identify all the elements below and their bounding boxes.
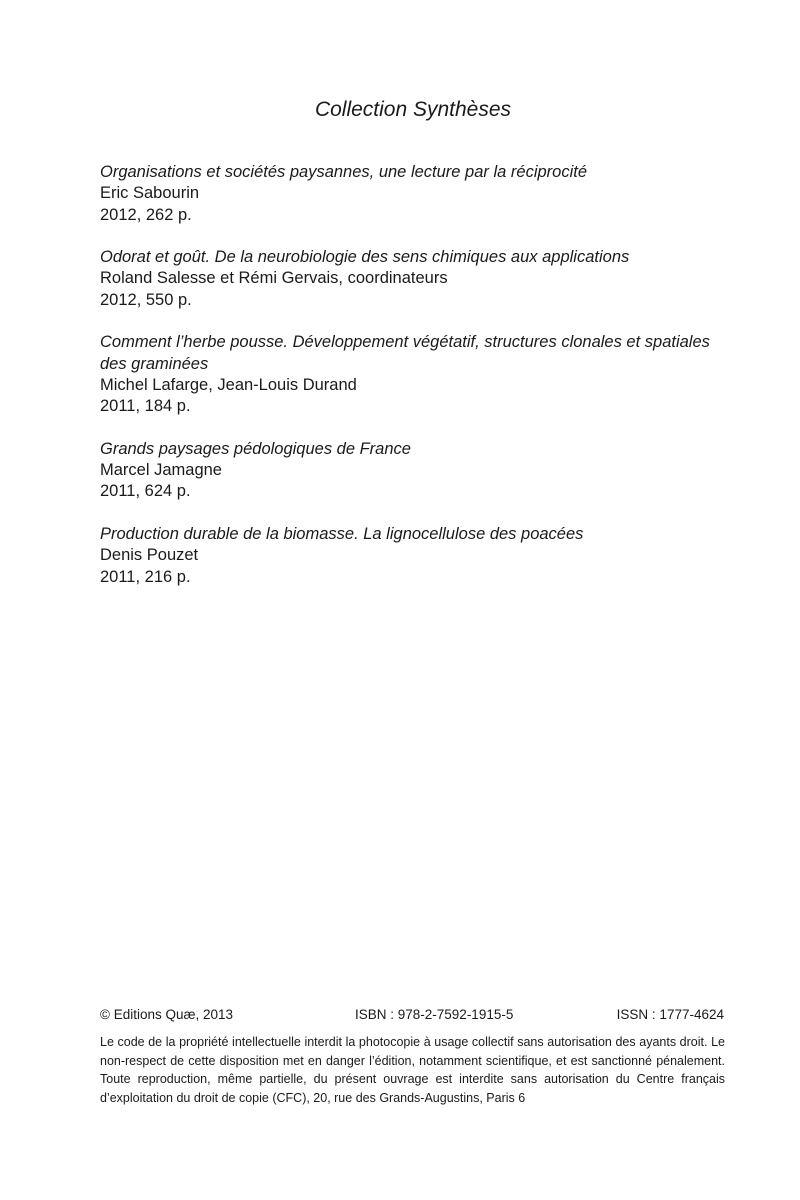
book-title: Comment l’herbe pousse. Développement végétatif, structures clonales et spatiales des graminées (100, 333, 710, 373)
publication-info (100, 1005, 724, 1025)
book-title: Odorat et goût. De la neurobiologie des sens chimiques aux applications (100, 248, 630, 267)
book-authors: Roland Salesse et Rémi Gervais, coordinateurs (100, 269, 448, 288)
book-entry (100, 524, 728, 588)
book-entry (100, 332, 728, 417)
book-year-pages: 2011, 184 p. (100, 397, 191, 416)
book-entry (100, 162, 728, 226)
book-authors: Eric Sabourin (100, 184, 200, 203)
book-year-pages: 2012, 550 p. (100, 290, 192, 309)
copyright-notice: © Editions Quæ, 2013 (100, 1007, 234, 1022)
book-title: Grands paysages pédologiques de France (100, 439, 411, 458)
legal-notice: Le code de la propriété intellectuelle interdit la photocopie à usage collectif sans autorisation des ayants droit. Le non-respect de cette disposition met en danger l’édition, notamment scientifique, et est sanctionné pénalement. Toute reproduction, même partielle, du présent ouvrage est interdite sans autorisation du Centre français d’exploitation du droit de copie (CFC), 20, rue des Grands-Augustins, Paris 6 (100, 1035, 725, 1105)
book-year-pages: 2011, 216 p. (100, 567, 191, 586)
book-authors: Denis Pouzet (100, 546, 199, 565)
isbn: ISBN : 978-2-7592-1915-5 (355, 1007, 514, 1022)
book-authors: Marcel Jamagne (100, 461, 222, 480)
collection-title: Collection Synthèses (314, 98, 512, 121)
book-title: Production durable de la biomasse. La lignocellulose des poacées (100, 525, 584, 544)
issn: ISSN : 1777-4624 (616, 1007, 724, 1022)
book-year-pages: 2011, 624 p. (100, 482, 191, 501)
book-entry (100, 247, 728, 311)
book-authors: Michel Lafarge, Jean-Louis Durand (100, 375, 357, 394)
book-entry (100, 439, 728, 503)
book-year-pages: 2012, 262 p. (100, 205, 192, 224)
book-title: Organisations et sociétés paysannes, une lecture par la réciprocité (100, 163, 588, 181)
book-list (100, 162, 728, 609)
